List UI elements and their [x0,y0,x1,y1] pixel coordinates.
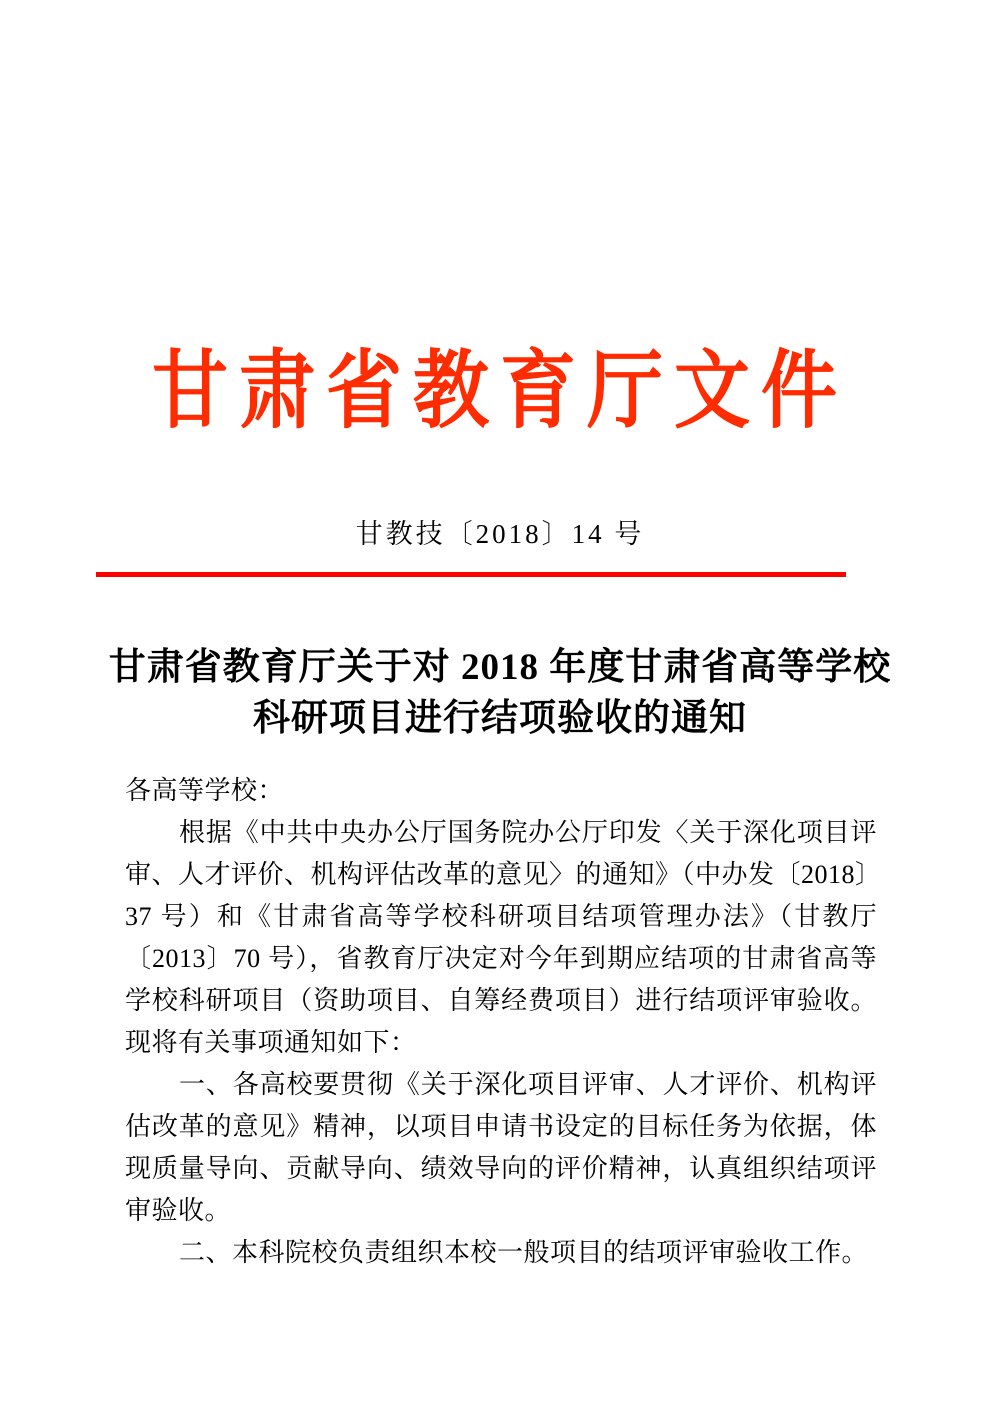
body-line: 估改革的意见》精神，以项目申请书设定的目标任务为依据，体 [125,1112,877,1141]
notice-title-line2: 科研项目进行结项验收的通知 [253,698,747,739]
body-line: 现质量导向、贡献导向、绩效导向的评价精神，认真组织结项评 [125,1154,877,1183]
body-line: 二、本科院校负责组织本校一般项目的结项评审验收工作。 [179,1238,869,1267]
agency-title: 甘肃省教育厅文件 [152,344,848,440]
body-line: 一、各高校要贯彻《关于深化项目评审、人才评价、机构评 [179,1070,877,1099]
body-line: 〔2013〕70 号），省教育厅决定对今年到期应结项的甘肃省高等 [125,944,877,973]
body-line: 审验收。 [125,1196,232,1225]
body-text [125,770,882,1274]
body-line: 现将有关事项通知如下： [125,1028,417,1057]
body-line: 各高等学校： [125,776,285,805]
body-line: 37 号）和《甘肃省高等学校科研项目结项管理办法》（甘教厅 [125,902,877,931]
notice-title [0,642,1000,744]
body-line: 审、人才评价、机构评估改革的意见〉的通知》（中办发〔2018〕 [125,860,882,889]
notice-title-line1: 甘肃省教育厅关于对 2018 年度甘肃省高等学校 [108,647,892,688]
red-separator-rule [96,572,846,577]
body-line: 学校科研项目（资助项目、自筹经费项目）进行结项评审验收。 [125,986,877,1015]
body-line: 根据《中共中央办公厅国务院办公厅印发〈关于深化项目评 [179,818,877,847]
doc-number: 甘教技〔2018〕14 号 [355,519,645,549]
